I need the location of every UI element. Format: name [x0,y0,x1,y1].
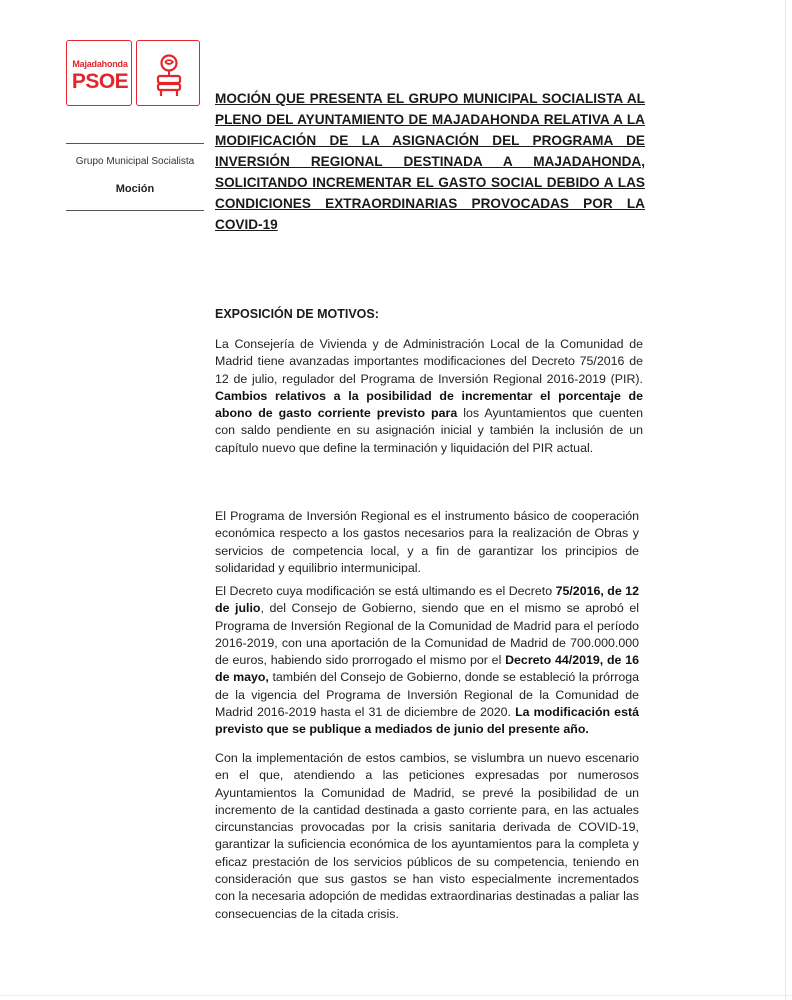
p3-bold-decree-2: Decreto 44/2019, de 16 de mayo, [215,653,639,685]
psoe-logo [66,40,204,106]
paragraph-4: Con la implementación de estos cambios, se vislumbra un nuevo escenario en el que, atendiendo a las peticiones expresadas por numerosos Ayuntamientos la Comunidad de Madrid, se prevé la posibilidad de un incremento de la cantidad destinada a gasto corriente para, en las actuales circunstancias provocadas por la crisis sanitaria derivada de COVID-19, garantizar la suficiencia económica de los ayuntamientos para la completa y eficaz prestación de los servicios públicos de su competencia, teniendo en consideración que sus gastos se han visto especialmente incrementados con la necesaria adopción de medidas extraordinarias destinadas a paliar las consecuencias de la citada crisis. [215,751,639,921]
paragraph-3 [215,583,639,739]
scan-bottom-edge [0,995,792,996]
p1-text-c: los Ayuntamientos que cuenten con saldo pendiente en su asignación inicial y también la inclusión de un capítulo nuevo que define la terminación y liquidación del PIR actual. [215,406,643,455]
paragraph-1 [215,336,643,457]
p1-text-a: La Consejería de Vivienda y de Administración Local de la Comunidad de Madrid tiene avanzadas importantes modificaciones del Decreto 75/2016 de 12 de julio, regulador del Programa de Inversión Regional 2016-2019 (PIR). [215,337,643,386]
paragraph-2: El Programa de Inversión Regional es el instrumento básico de cooperación económica respecto a los gastos necesarios para la realización de Obras y servicios de competencia local, y a fin de garantizar los principios de solidaridad y equilibrio intermunicipal. [215,509,639,575]
logo-text-box [66,40,132,106]
fist-rose-icon [136,40,200,106]
logo-party: PSOE [71,70,129,93]
section-heading: EXPOSICIÓN DE MOTIVOS: [215,307,379,321]
p3-text-c: , del Consejo de Gobierno, siendo que en el mismo se aprobó el Programa de Inversión Regional de la Comunidad de Madrid para el período 2016-2019, con una aportación de la Comunidad de Madrid de 700.000.000 de euros, habiendo sido prorrogado el mismo por el [215,601,639,668]
document-title: MOCIÓN QUE PRESENTA EL GRUPO MUNICIPAL SOCIALISTA AL PLENO DEL AYUNTAMIENTO DE MAJADAHONDA RELATIVA A LA MODIFICACIÓN DE LA ASIGNACIÓN DEL PROGRAMA DE INVERSIÓN REGIONAL DESTINADA A MAJADAHONDA, SOLICITANDO INCREMENTAR EL GASTO SOCIAL DEBIDO A LAS CONDICIONES EXTRAORDINARIAS PROVOCADAS POR LA COVID-19 [215,91,645,232]
sidebar-rule-top [66,143,204,144]
sidebar-rule-bottom [66,210,204,211]
p1-bold: Cambios relativos a la posibilidad de incrementar el porcentaje de abono de gasto corriente previsto para [215,388,643,421]
group-name: Grupo Municipal Socialista [75,156,195,167]
document-type-label: Moción [115,183,155,195]
scan-edge [785,0,786,1000]
p3-bold-decree-1: 75/2016, de 12 de julio [215,584,640,616]
p3-bold-publication: La modificación está previsto que se publique a mediados de junio del presente año. [215,705,639,737]
p3-text-e: también del Consejo de Gobierno, donde se estableció la prórroga de la vigencia del Programa de Inversión Regional de la Comunidad de Madrid 2016-2019 hasta el 31 de diciembre de 2020. [215,670,639,720]
p3-text-a: El Decreto cuya modificación se está ultimando es el Decreto [215,584,556,598]
logo-city: Majadahonda [72,59,128,69]
